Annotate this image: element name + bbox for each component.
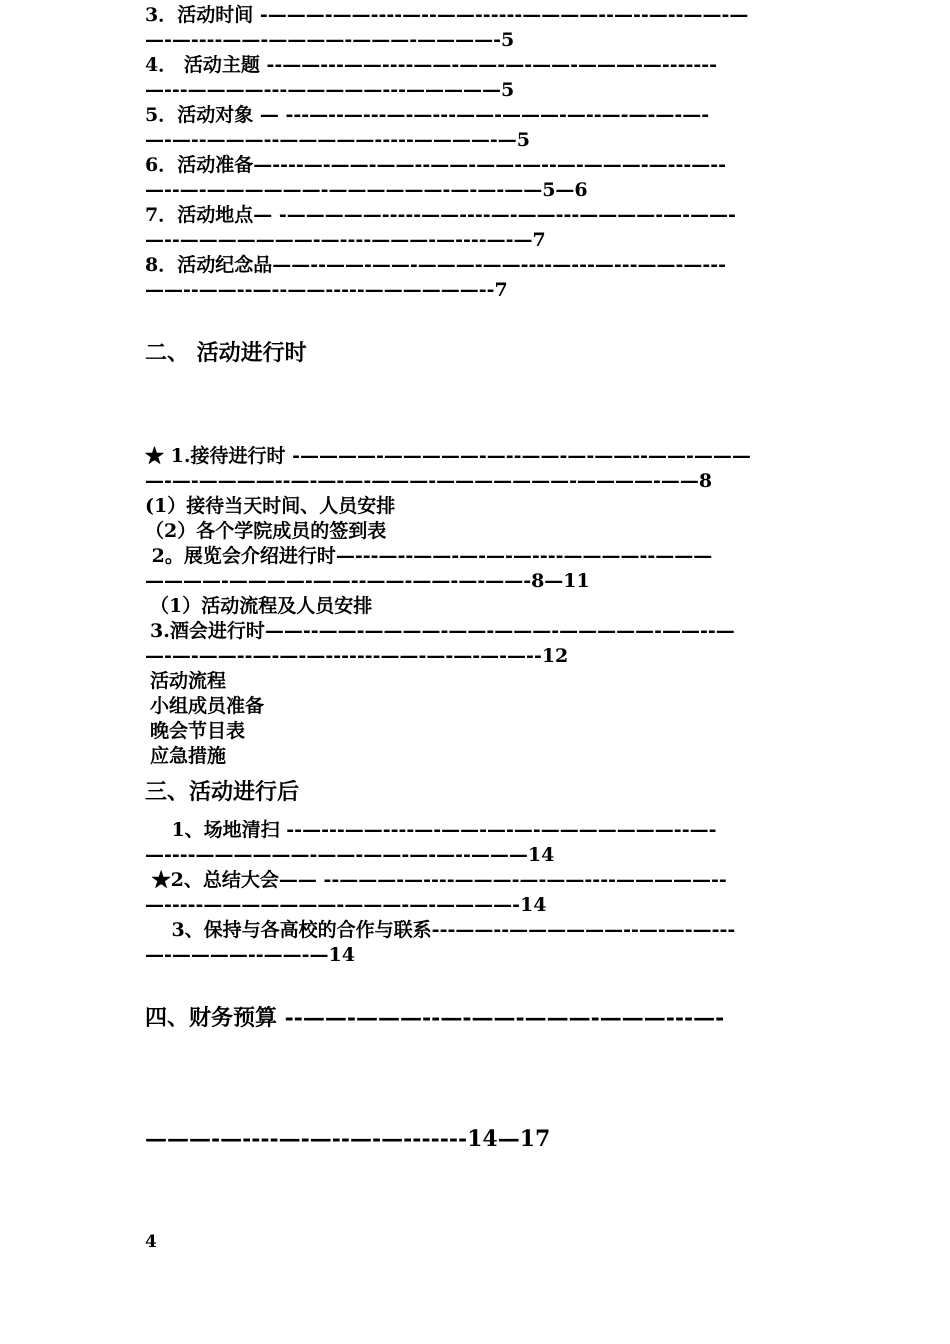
toc-entry-activity-theme[interactable]: 4． 活动主题 --——---——----——-——-—-——-———-—------- <box>145 54 718 76</box>
subitem-emergency-measures: 应急措施 <box>150 745 227 767</box>
toc-entry-activity-venue-cont: —--———————-—----———-—----—-—7 <box>145 229 546 251</box>
toc-subentry-reception-schedule[interactable]: (1）接待当天时间、人员安排 <box>145 495 396 517</box>
section-2-heading: 二、 活动进行时 <box>145 340 307 366</box>
page-number: 4 <box>145 1232 157 1252</box>
toc-entry-venue-cleanup-cont: —----——————-——-——-—-—--———14 <box>145 844 555 866</box>
toc-entry-activity-venue[interactable]: 7．活动地点— -—————-----——----—-——---————-—-——- <box>145 204 736 226</box>
toc-entry-activity-target[interactable]: 5．活动对象 — ---—--—---—-—---——-———-—--—-—-—-—- <box>145 104 710 126</box>
section-3-heading: 三、活动进行后 <box>145 779 300 805</box>
subitem-program-list: 晚会节目表 <box>150 720 246 742</box>
subitem-team-prep: 小组成员准备 <box>150 695 265 717</box>
toc-entry-activity-prep[interactable]: 6．活动准备—----—-——-——--——-——-—--—-———-—---—-- <box>145 154 727 176</box>
toc-entry-cooperation-cont: —-————--——-—14 <box>145 944 355 966</box>
toc-entry-reception-cont: —-—-————--—-—-—-———-———————-————-——8 <box>145 470 713 492</box>
toc-entry-souvenir-cont: ——--——--—--——-----——————--7 <box>145 279 508 301</box>
toc-entry-summary-meeting-cont: —-----———————-———-—-————-14 <box>145 894 547 916</box>
toc-entry-cooperation[interactable]: 3、保持与各高校的合作与联系---——--——————--—-—-—--- <box>145 919 736 941</box>
toc-entry-exhibition-cont: ————-————-——--——-——-—-——-8—11 <box>145 570 590 592</box>
toc-entry-venue-cleanup[interactable]: 1、场地清扫 --—---——----—-——-—-—-———————--—- <box>145 819 717 841</box>
toc-entry-activity-time-cont: —-—----——-————-———-————-5 <box>145 29 515 51</box>
toc-entry-summary-meeting[interactable]: ★2、总结大会—— --———-—----———-—-——----—————-- <box>145 869 727 891</box>
toc-entry-reception[interactable]: ★ 1.接待进行时 -————-—————-—--——-—-——--——-——— <box>145 445 751 467</box>
toc-entry-souvenir[interactable]: 8．活动纪念品——--——-——-———-——----—---—---——-—--- <box>145 254 727 276</box>
subitem-activity-flow: 活动流程 <box>150 670 227 692</box>
toc-entry-activity-prep-cont: —--—-——————-——————-—-—-——5—6 <box>145 179 588 201</box>
toc-entry-reception-party-cont: —-—-——--—-—-—-------——-—-—-—-—--12 <box>145 645 569 667</box>
toc-entry-activity-target-cont: —-—--———--—————-----————-—5 <box>145 129 530 151</box>
toc-entry-exhibition[interactable]: 2。展览会介绍进行时—---—--——-—-—-—----————--——— <box>145 545 713 567</box>
toc-subentry-exhibition-flow[interactable]: （1）活动流程及人员安排 <box>150 595 373 617</box>
toc-subentry-signin-sheet[interactable]: （2）各个学院成员的签到表 <box>145 520 387 542</box>
toc-entry-activity-theme-cont: —---————---—————---—————5 <box>145 79 515 101</box>
section-4-heading[interactable]: 四、财务预算 --——-———--—-——-———-———---—- <box>145 1005 725 1031</box>
toc-entry-reception-party[interactable]: 3.酒会进行时——--——-————-——-———-—————-——--— <box>150 620 735 642</box>
section-4-page-range: ———-—----—-—--—-—-------14—17 <box>145 1126 551 1152</box>
toc-entry-activity-time[interactable]: 3．活动时间 -———-——----—--——------————--—--—--——-— <box>145 4 749 26</box>
